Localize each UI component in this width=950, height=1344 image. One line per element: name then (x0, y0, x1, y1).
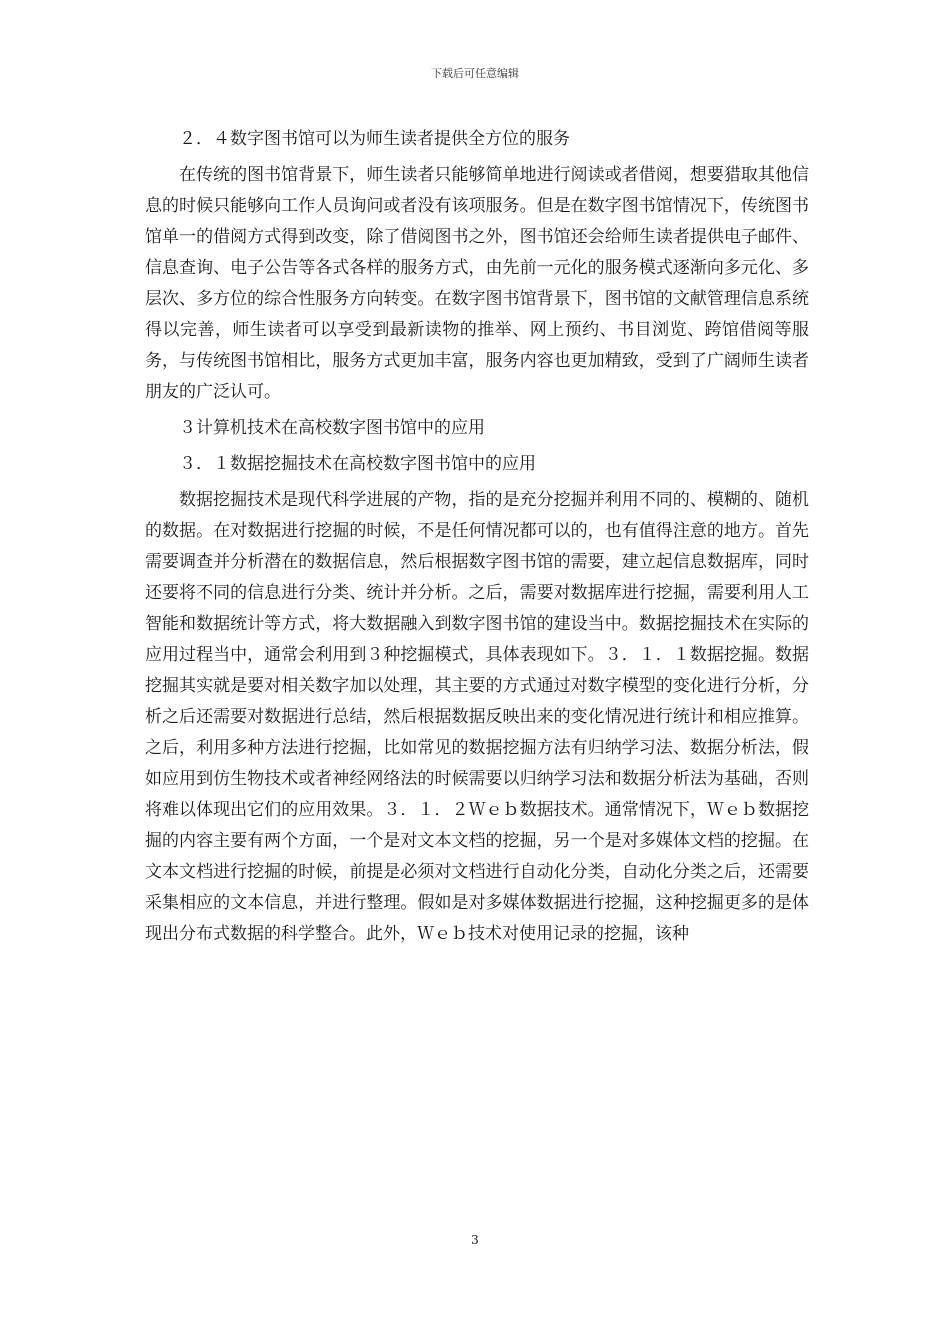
page-number: 3 (471, 1233, 479, 1247)
paragraph-digital-library-services: 在传统的图书馆背景下，师生读者只能够简单地进行阅读或者借阅，想要猎取其他信息的时候只能够向工作人员询问或者没有该项服务。但是在数字图书馆情况下，传统图书馆单一的借阅方式得到改变，除了借阅图书之外，图书馆还会给师生读者提供电子邮件、信息查询、电子公告等各式各样的服务方式，由先前一元化的服务模式逐渐向多元化、多层次、多方位的综合性服务方向转变。在数字图书馆背景下，图书馆的文献管理信息系统得以完善，师生读者可以享受到最新读物的推举、网上预约、书目浏览、跨馆借阅等服务，与传统图书馆相比，服务方式更加丰富，服务内容也更加精致，受到了广阔师生读者朋友的广泛认可。 (145, 165, 809, 402)
section-heading-3: ３计算机技术在高校数字图书馆中的应用 (179, 418, 485, 438)
section-heading-2-4: ２．４数字图书馆可以为师生读者提供全方位的服务 (179, 129, 570, 149)
document-body (145, 124, 809, 950)
section-heading-3-1: ３．１数据挖掘技术在高校数字图书馆中的应用 (179, 454, 536, 474)
page-header: 下载后可任意编辑 (431, 67, 519, 80)
paragraph-data-mining: 数据挖掘技术是现代科学进展的产物，指的是充分挖掘并利用不同的、模糊的、随机的数据。在对数据进行挖掘的时候，不是任何情况都可以的，也有值得注意的地方。首先需要调查并分析潜在的数据信息，然后根据数字图书馆的需要，建立起信息数据库，同时还要将不同的信息进行分类、统计并分析。之后，需要对数据库进行挖掘，需要利用人工智能和数据统计等方式，将大数据融入到数字图书馆的建设当中。数据挖掘技术在实际的应用过程当中，通常会利用到３种挖掘模式，具体表现如下。３．１．１数据挖掘。数据挖掘其实就是要对相关数字加以处理，其主要的方式通过对数字模型的变化进行分析，分析之后还需要对数据进行总结，然后根据数据反映出来的变化情况进行统计和相应推算。之后，利用多种方法进行挖掘，比如常见的数据挖掘方法有归纳学习法、数据分析法，假如应用到仿生物技术或者神经网络法的时候需要以归纳学习法和数据分析法为基础，否则将难以体现出它们的应用效果。３．１．２Ｗｅｂ数据技术。通常情况下，Ｗｅｂ数据挖掘的内容主要有两个方面，一个是对文本文档的挖掘，另一个是对多媒体文档的挖掘。在文本文档进行挖掘的时候，前提是必须对文档进行自动化分类，自动化分类之后，还需要采集相应的文本信息，并进行整理。假如是对多媒体数据进行挖掘，这种挖掘更多的是体现出分布式数据的科学整合。此外，Ｗｅｂ技术对使用记录的挖掘，该种 (145, 490, 809, 944)
